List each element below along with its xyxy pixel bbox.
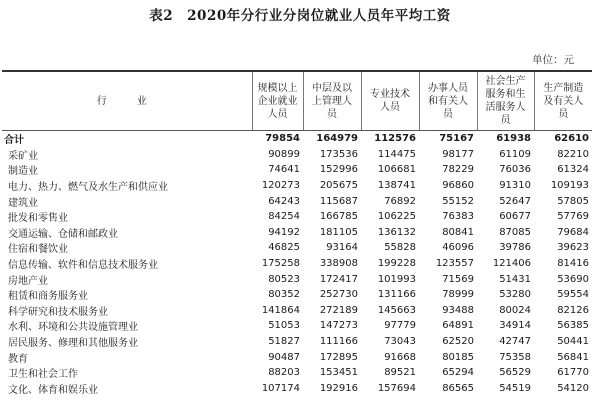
salary-value-cell: 56385 xyxy=(557,320,589,332)
salary-value-cell: 86565 xyxy=(442,382,474,394)
salary-value-cell: 181105 xyxy=(319,226,358,238)
salary-value-cell: 61938 xyxy=(496,133,531,145)
table-row xyxy=(2,271,592,287)
table-row-total xyxy=(2,131,592,147)
salary-value-cell: 51431 xyxy=(499,273,531,285)
salary-value-cell: 55152 xyxy=(442,195,474,207)
industry-name-cell: 住宿和餐饮业 xyxy=(8,244,68,256)
salary-value-cell: 75167 xyxy=(439,133,474,145)
header-service-staff xyxy=(477,71,534,131)
table-row xyxy=(2,193,592,209)
table-header xyxy=(2,71,592,131)
industry-name-cell: 租赁和商务服务业 xyxy=(8,291,88,303)
salary-value-cell: 65294 xyxy=(442,367,474,379)
industry-name-cell: 制造业 xyxy=(8,166,38,178)
salary-value-cell: 94192 xyxy=(268,226,300,238)
salary-value-cell: 81416 xyxy=(557,258,589,270)
header-line: 员 xyxy=(327,108,337,120)
header-middle-management xyxy=(303,71,361,131)
salary-value-cell: 61109 xyxy=(499,148,531,160)
salary-value-cell: 98177 xyxy=(442,148,474,160)
salary-value-cell: 175258 xyxy=(261,258,300,270)
industry-name-cell: 文化、体育和娱乐业 xyxy=(8,384,98,396)
salary-value-cell: 80352 xyxy=(268,289,300,301)
industry-name-cell: 水利、环境和公共设施管理业 xyxy=(8,322,138,334)
salary-value-cell: 152996 xyxy=(319,164,358,176)
salary-value-cell: 101993 xyxy=(377,273,416,285)
salary-value-cell: 82210 xyxy=(557,148,589,160)
salary-value-cell: 252730 xyxy=(319,289,358,301)
table-row xyxy=(2,349,592,365)
header-line: 员 xyxy=(558,108,569,120)
header-industry: 行 业 xyxy=(2,71,252,131)
salary-value-cell: 34914 xyxy=(499,320,531,332)
salary-value-cell: 46096 xyxy=(442,242,474,254)
salary-value-cell: 138741 xyxy=(377,180,416,192)
salary-value-cell: 131166 xyxy=(377,289,416,301)
header-enterprise-employees xyxy=(252,71,303,131)
header-professional-technical xyxy=(361,71,419,131)
table-row xyxy=(2,287,592,303)
salary-value-cell: 93164 xyxy=(326,242,358,254)
salary-value-cell: 75358 xyxy=(499,351,531,363)
table-row xyxy=(2,178,592,194)
salary-value-cell: 205675 xyxy=(319,180,358,192)
table-body xyxy=(2,131,592,397)
salary-value-cell: 53690 xyxy=(557,273,589,285)
industry-name-cell: 房地产业 xyxy=(8,275,48,287)
salary-value-cell: 57769 xyxy=(557,211,589,223)
table-row xyxy=(2,225,592,241)
salary-value-cell: 64243 xyxy=(268,195,300,207)
salary-value-cell: 90899 xyxy=(268,148,300,160)
salary-table xyxy=(2,70,592,396)
salary-value-cell: 53280 xyxy=(499,289,531,301)
salary-value-cell: 78229 xyxy=(442,164,474,176)
salary-value-cell: 60677 xyxy=(499,211,531,223)
salary-value-cell: 91310 xyxy=(499,180,531,192)
salary-value-cell: 97779 xyxy=(384,320,416,332)
salary-value-cell: 88203 xyxy=(268,367,300,379)
salary-value-cell: 71569 xyxy=(442,273,474,285)
header-row xyxy=(2,71,592,131)
salary-value-cell: 141864 xyxy=(261,304,300,316)
salary-value-cell: 172895 xyxy=(319,351,358,363)
salary-value-cell: 76383 xyxy=(442,211,474,223)
salary-value-cell: 80523 xyxy=(268,273,300,285)
industry-name-cell: 信息传输、软件和信息技术服务业 xyxy=(8,260,158,272)
salary-value-cell: 82126 xyxy=(557,304,589,316)
header-line: 中层及以 xyxy=(312,82,352,94)
salary-value-cell: 84254 xyxy=(268,211,300,223)
table-row xyxy=(2,365,592,381)
salary-value-cell: 91668 xyxy=(384,351,416,363)
salary-value-cell: 50441 xyxy=(557,336,589,348)
salary-value-cell: 199228 xyxy=(377,258,416,270)
header-line: 服务和生 xyxy=(485,89,526,100)
salary-value-cell: 56529 xyxy=(499,367,531,379)
salary-value-cell: 79854 xyxy=(265,133,300,145)
table-row xyxy=(2,318,592,334)
header-production-staff xyxy=(534,71,592,131)
salary-value-cell: 115687 xyxy=(319,195,358,207)
salary-value-cell: 93488 xyxy=(442,304,474,316)
salary-value-cell: 51053 xyxy=(268,320,300,332)
salary-value-cell: 46825 xyxy=(268,242,300,254)
header-line: 及有关人 xyxy=(543,95,584,107)
salary-value-cell: 39623 xyxy=(557,242,589,254)
unit-label: 单位：元 xyxy=(532,54,574,66)
salary-value-cell: 59554 xyxy=(557,289,589,301)
salary-value-cell: 80841 xyxy=(442,226,474,238)
salary-value-cell: 164979 xyxy=(316,133,358,145)
salary-value-cell: 112576 xyxy=(374,133,416,145)
industry-name-cell: 卫生和社会工作 xyxy=(8,369,78,381)
table-row xyxy=(2,334,592,350)
industry-name-cell: 电力、热力、燃气及水生产和供应业 xyxy=(8,182,168,194)
salary-value-cell: 76892 xyxy=(384,195,416,207)
salary-value-cell: 121406 xyxy=(492,258,531,270)
table-row xyxy=(2,381,592,397)
salary-value-cell: 54519 xyxy=(499,382,531,394)
header-line: 专业技术 xyxy=(370,89,410,100)
industry-name-cell: 合计 xyxy=(4,135,24,147)
salary-value-cell: 57805 xyxy=(557,195,589,207)
salary-value-cell: 90487 xyxy=(268,351,300,363)
industry-name-cell: 批发和零售业 xyxy=(8,213,68,225)
salary-value-cell: 114475 xyxy=(377,148,416,160)
industry-name-cell: 交通运输、仓储和邮政业 xyxy=(8,228,118,240)
industry-name-cell: 居民服务、修理和其他服务业 xyxy=(8,338,138,350)
header-clerical-staff xyxy=(419,71,477,131)
salary-value-cell: 107174 xyxy=(261,382,300,394)
table-row xyxy=(2,147,592,163)
salary-value-cell: 62610 xyxy=(554,133,589,145)
salary-value-cell: 39786 xyxy=(499,242,531,254)
salary-value-cell: 61324 xyxy=(557,164,589,176)
table-row xyxy=(2,303,592,319)
header-line: 办事人员 xyxy=(428,82,468,94)
salary-value-cell: 147273 xyxy=(319,320,358,332)
salary-value-cell: 78999 xyxy=(442,289,474,301)
salary-value-cell: 96860 xyxy=(442,180,474,192)
salary-value-cell: 136132 xyxy=(377,226,416,238)
industry-name-cell: 科学研究和技术服务业 xyxy=(8,306,108,318)
table-row xyxy=(2,256,592,272)
salary-value-cell: 76036 xyxy=(499,164,531,176)
header-line: 人员 xyxy=(267,108,288,120)
salary-value-cell: 54120 xyxy=(557,382,589,394)
salary-value-cell: 87085 xyxy=(499,226,531,238)
salary-value-cell: 173536 xyxy=(319,148,358,160)
salary-value-cell: 79684 xyxy=(557,226,589,238)
industry-name-cell: 教育 xyxy=(8,353,28,365)
salary-value-cell: 51827 xyxy=(268,336,300,348)
header-line: 和有关人 xyxy=(428,95,468,107)
salary-value-cell: 89521 xyxy=(384,367,416,379)
header-line: 员 xyxy=(500,115,511,126)
salary-value-cell: 80024 xyxy=(499,304,531,316)
salary-value-cell: 73043 xyxy=(384,336,416,348)
industry-name-cell: 采矿业 xyxy=(8,150,38,162)
salary-value-cell: 120273 xyxy=(261,180,300,192)
salary-value-cell: 106225 xyxy=(377,211,416,223)
salary-value-cell: 42747 xyxy=(499,336,531,348)
salary-value-cell: 172417 xyxy=(319,273,358,285)
salary-value-cell: 56841 xyxy=(557,351,589,363)
header-line: 活服务人 xyxy=(485,102,526,113)
salary-value-cell: 166785 xyxy=(319,211,358,223)
salary-value-cell: 192916 xyxy=(319,382,358,394)
table-title: 表2 2020年分行业分岗位就业人员年平均工资 xyxy=(149,8,451,24)
salary-value-cell: 52647 xyxy=(499,195,531,207)
header-line: 企业就业 xyxy=(257,95,298,107)
header-line: 生产制造 xyxy=(543,82,584,94)
salary-value-cell: 153451 xyxy=(319,367,358,379)
salary-value-cell: 123557 xyxy=(435,258,474,270)
table-row xyxy=(2,209,592,225)
salary-value-cell: 157694 xyxy=(377,382,416,394)
salary-value-cell: 55828 xyxy=(384,242,416,254)
header-line: 上管理人 xyxy=(312,95,352,107)
salary-value-cell: 272189 xyxy=(319,304,358,316)
salary-value-cell: 109193 xyxy=(550,180,589,192)
industry-name-cell: 建筑业 xyxy=(8,197,38,209)
header-line: 规模以上 xyxy=(257,82,298,94)
table-row xyxy=(2,162,592,178)
salary-value-cell: 111166 xyxy=(319,336,358,348)
salary-value-cell: 145663 xyxy=(377,304,416,316)
salary-value-cell: 338908 xyxy=(319,258,358,270)
salary-value-cell: 106681 xyxy=(377,164,416,176)
header-line: 人员 xyxy=(380,102,400,113)
salary-table-container xyxy=(2,70,592,396)
header-line: 社会生产 xyxy=(485,76,526,87)
header-line: 员 xyxy=(443,108,453,120)
salary-value-cell: 61770 xyxy=(557,367,589,379)
salary-value-cell: 74641 xyxy=(268,164,300,176)
salary-value-cell: 64891 xyxy=(442,320,474,332)
salary-value-cell: 80185 xyxy=(442,351,474,363)
salary-value-cell: 62520 xyxy=(442,336,474,348)
table-row xyxy=(2,240,592,256)
